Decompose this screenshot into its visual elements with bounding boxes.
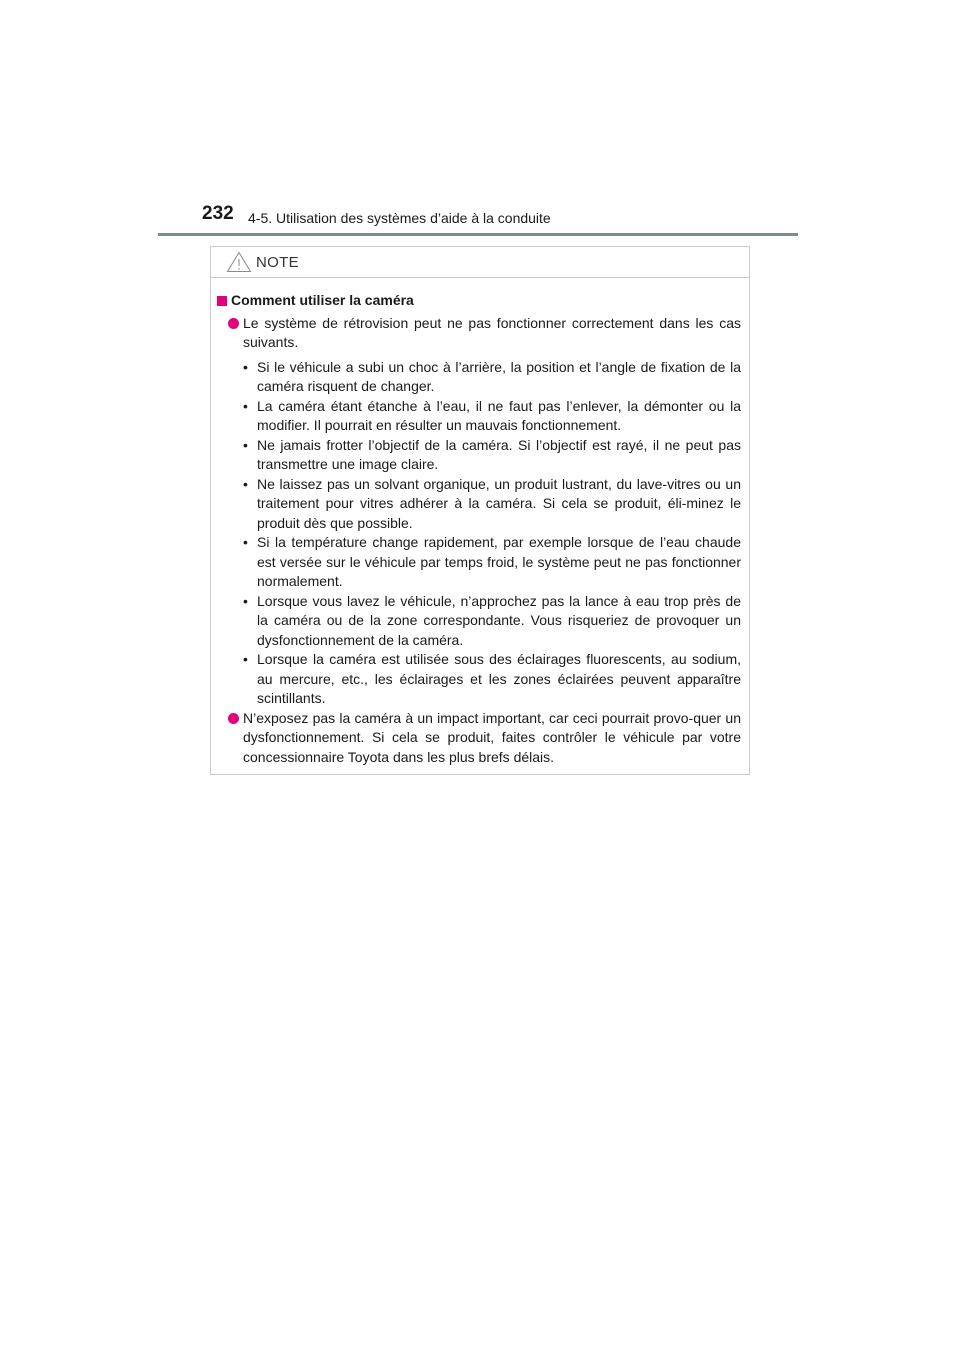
list-item-text: Si la température change rapidement, par exemple lorsque de l’eau chaude est versée sur le véhicule par temps froid, le système peut ne pas fonctionner normalement.: [257, 534, 741, 589]
list-item: • Lorsque la caméra est utilisée sous des éclairages fluorescents, au sodium, au mercure, etc., les éclairages et les zones éclairées peuvent apparaître scintillants.: [243, 651, 741, 706]
subheading-text: Comment utiliser la caméra: [231, 292, 414, 308]
note-subheading: [216, 291, 741, 311]
list-item: • Ne jamais frotter l’objectif de la caméra. Si l’objectif est rayé, il ne peut pas transmettre une image claire.: [243, 436, 741, 472]
page-number: 232: [202, 203, 234, 224]
list-item-text: Ne laissez pas un solvant organique, un produit lustrant, du lave-vitres ou un traitement pour vitres adhérer à la caméra. Si cela se produit, éli-minez le produit dès que possible.: [257, 475, 741, 531]
square-bullet-icon: [217, 296, 227, 306]
page-header: [158, 202, 798, 238]
note-body: [211, 278, 749, 767]
note-header: [211, 247, 749, 278]
list-item: • Ne laissez pas un solvant organique, un produit lustrant, du lave-vitres ou un traitement pour vitres adhérer à la caméra. Si cela se produit, éli-minez le produit dès que possible.: [243, 475, 741, 531]
list-item: • Si la température change rapidement, par exemple lorsque de l’eau chaude est versée sur le véhicule par temps froid, le système peut ne pas fonctionner normalement.: [243, 534, 741, 589]
list-item-text: La caméra étant étanche à l’eau, il ne faut pas l’enlever, la démonter ou la modifier. Il pourrait en résulter un mauvais fonctionnement.: [257, 397, 741, 433]
list-item-text: Si le véhicule a subi un choc à l’arrière, la position et l’angle de fixation de la caméra risquent de changer.: [257, 358, 741, 394]
note-item: [216, 314, 741, 353]
circle-bullet-icon: [228, 713, 239, 724]
list-item: • Lorsque vous lavez le véhicule, n’approchez pas la lance à eau trop près de la caméra ou de la zone correspondante. Vous risqueriez de provoquer un dysfonctionnement de la caméra.: [243, 592, 741, 648]
list-item: • La caméra étant étanche à l’eau, il ne faut pas l’enlever, la démonter ou la modifier. Il pourrait en résulter un mauvais fonctionnement.: [243, 397, 741, 433]
note-title: NOTE: [256, 254, 299, 271]
list-item-text: Lorsque vous lavez le véhicule, n’approchez pas la lance à eau trop près de la caméra ou de la zone correspondante. Vous risqueriez de provoquer un dysfonctionnement de la caméra.: [257, 592, 741, 648]
condition-list: [216, 358, 741, 709]
list-item-text: Ne jamais frotter l’objectif de la caméra. Si l’objectif est rayé, il ne peut pas transmettre une image claire.: [257, 436, 741, 472]
note-item: [216, 709, 741, 768]
list-item-text: Lorsque la caméra est utilisée sous des éclairages fluorescents, au sodium, au mercure, etc., les éclairages et les zones éclairées peuvent apparaître scintillants.: [257, 651, 741, 706]
note-item-text: Le système de rétrovision peut ne pas fonctionner correctement dans les cas suivants.: [243, 314, 741, 350]
note-item-text: N’exposez pas la caméra à un impact important, car ceci pourrait provo-quer un dysfonctionnement. Si cela se produit, faites contrôler le véhicule par votre concessionnaire Toyota dans les plus brefs délais.: [243, 709, 741, 765]
list-item: • Si le véhicule a subi un choc à l’arrière, la position et l’angle de fixation de la caméra risquent de changer.: [243, 358, 741, 394]
note-box: [210, 246, 750, 775]
warning-triangle-icon: [226, 251, 252, 273]
section-title: 4-5. Utilisation des systèmes d’aide à la conduite: [248, 210, 551, 226]
header-divider: [158, 233, 798, 236]
circle-bullet-icon: [228, 318, 239, 329]
